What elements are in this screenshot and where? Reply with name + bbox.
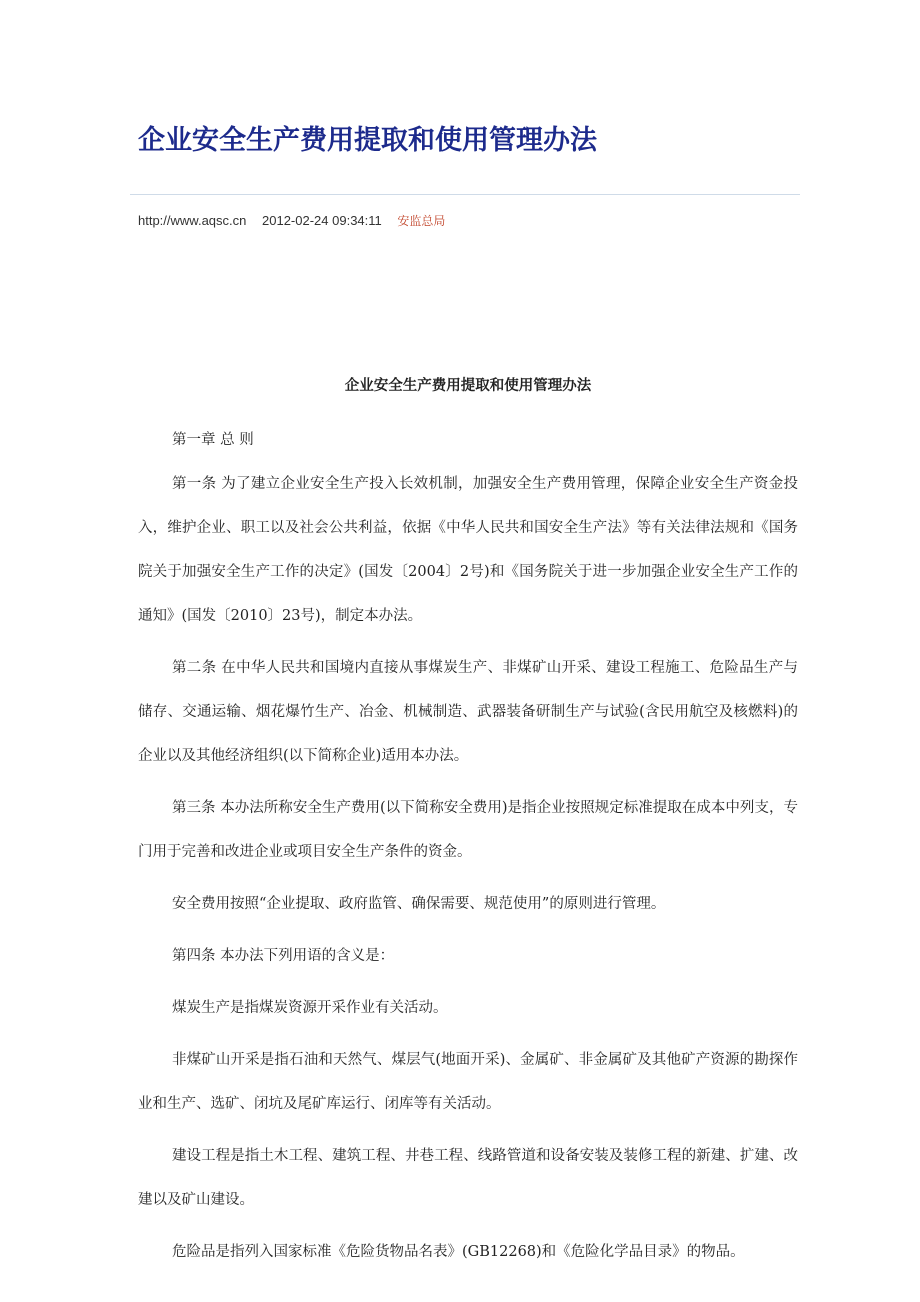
definition-hazardous-goods: 危险品是指列入国家标准《危险货物品名表》(GB12268)和《危险化学品目录》的物品。 [172,1244,745,1260]
chapter-heading: 第一章 总 则 [172,432,254,448]
source-url[interactable]: http://www.aqsc.cn [138,213,247,228]
article-3-principle: 安全费用按照“企业提取、政府监管、确保需要、规范使用”的原则进行管理。 [172,896,666,912]
article-3: 第三条 本办法所称安全生产费用(以下简称安全费用)是指企业按照规定标准提取在成本中列支，专门用于完善和改进企业或项目安全生产条件的资金。 [138,800,798,860]
title-divider [130,194,800,195]
document-heading: 企业安全生产费用提取和使用管理办法 [344,378,592,394]
article-4: 第四条 本办法下列用语的含义是： [172,948,395,964]
article-meta [138,212,445,230]
definition-non-coal-mining: 非煤矿山开采是指石油和天然气、煤层气(地面开采)、金属矿、非金属矿及其他矿产资源的勘探作业和生产、选矿、闭坑及尾矿库运行、闭库等有关活动。 [138,1052,798,1112]
definition-coal: 煤炭生产是指煤炭资源开采作业有关活动。 [172,1000,448,1016]
article-2: 第二条 在中华人民共和国境内直接从事煤炭生产、非煤矿山开采、建设工程施工、危险品生产与储存、交通运输、烟花爆竹生产、冶金、机械制造、武器装备研制生产与试验(含民用航空及核燃料)的企业以及其他经济组织(以下简称企业)适用本办法。 [138,660,798,764]
document-body [138,418,798,1282]
source-link[interactable]: 安监总局 [397,214,446,228]
page-title: 企业安全生产费用提取和使用管理办法 [138,125,597,156]
article-1: 第一条 为了建立企业安全生产投入长效机制，加强安全生产费用管理，保障企业安全生产资金投入，维护企业、职工以及社会公共利益，依据《中华人民共和国安全生产法》等有关法律法规和《国务院关于加强安全生产工作的决定》(国发〔2004〕2号)和《国务院关于进一步加强企业安全生产工作的通知》(国发〔2010〕23号)，制定本办法。 [138,476,798,624]
publish-datetime: 2012-02-24 09:34:11 [262,213,382,228]
definition-construction: 建设工程是指土木工程、建筑工程、井巷工程、线路管道和设备安装及装修工程的新建、扩建、改建以及矿山建设。 [138,1148,798,1208]
